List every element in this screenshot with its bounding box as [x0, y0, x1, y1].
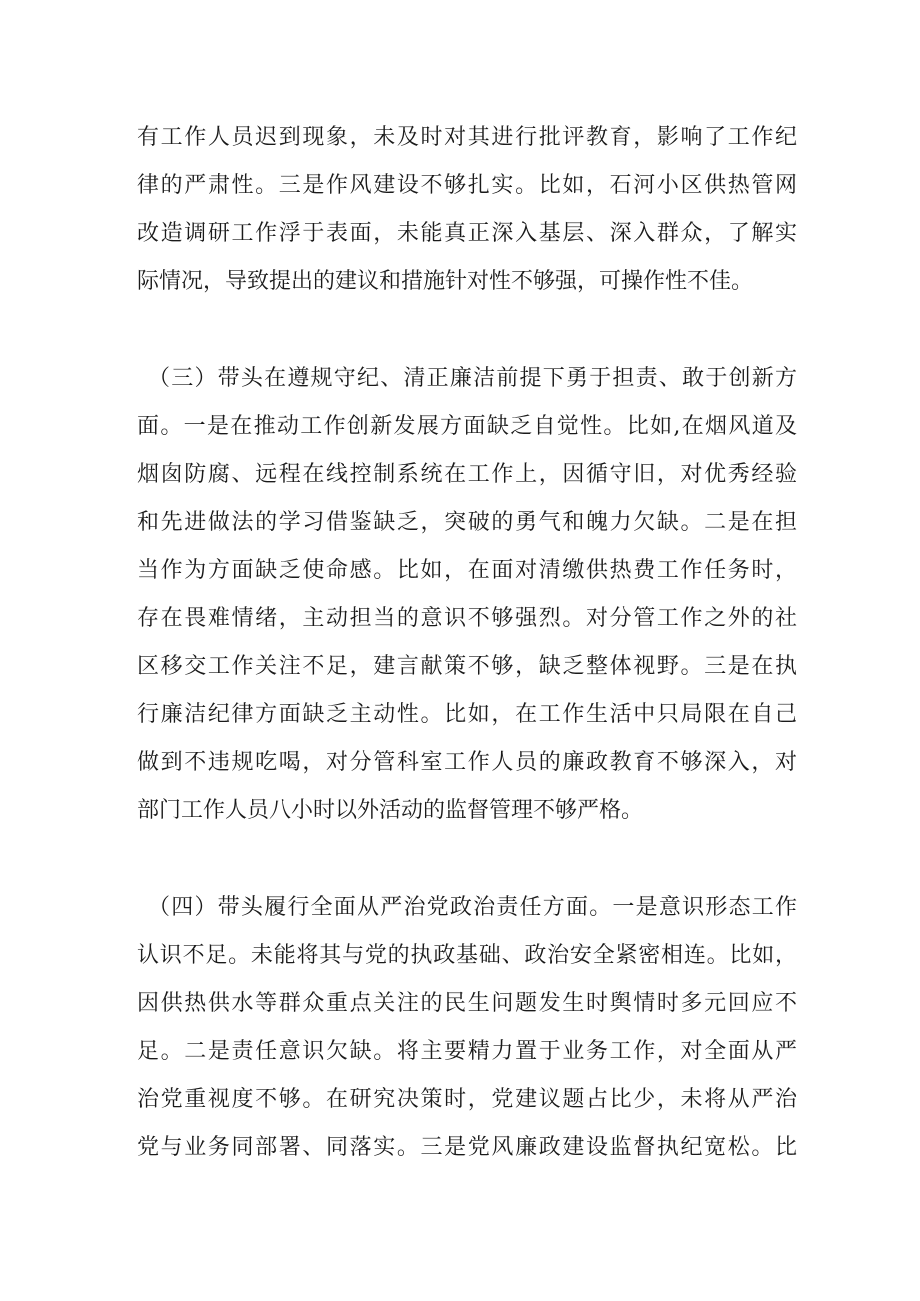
- text-line: 改造调研工作浮于表面，未能真正深入基层、深入群众，了解实: [137, 221, 797, 246]
- text-line: 认识不足。未能将其与党的执政基础、政治安全紧密相连。比如，: [137, 943, 797, 968]
- text-line: 部门工作人员八小时以外活动的监督管理不够严格。: [137, 798, 644, 823]
- text-line: （三）带头在遵规守纪、清正廉洁前提下勇于担责、敢于创新方: [148, 366, 797, 391]
- text-line: 际情况，导致提出的建议和措施针对性不够强，可操作性不佳。: [137, 269, 754, 294]
- text-line: 做到不违规吃喝，对分管科室工作人员的廉政教育不够深入，对: [137, 750, 797, 775]
- text-line: 面。一是在推动工作创新发展方面缺乏自觉性。比如,在烟风道及: [137, 414, 797, 439]
- text-line: 治党重视度不够。在研究决策时，党建议题占比少，未将从严治: [137, 1087, 797, 1112]
- text-line: 有工作人员迟到现象，未及时对其进行批评教育，影响了工作纪: [137, 125, 797, 150]
- text-line: （四）带头履行全面从严治党政治责任方面。一是意识形态工作: [148, 895, 797, 920]
- text-line: 足。二是责任意识欠缺。将主要精力置于业务工作，对全面从严: [137, 1039, 797, 1064]
- text-line: 行廉洁纪律方面缺乏主动性。比如，在工作生活中只局限在自己: [137, 702, 797, 727]
- text-line: 因供热供水等群众重点关注的民生问题发生时舆情时多元回应不: [137, 991, 797, 1016]
- text-line: 党与业务同部署、同落实。三是党风廉政建设监督执纪宽松。比: [137, 1135, 797, 1160]
- text-line: 区移交工作关注不足，建言献策不够，缺乏整体视野。三是在执: [137, 654, 797, 679]
- text-line: 律的严肃性。三是作风建设不够扎实。比如，石河小区供热管网: [137, 173, 797, 198]
- text-line: 存在畏难情绪，主动担当的意识不够强烈。对分管工作之外的社: [137, 606, 797, 631]
- text-line: 当作为方面缺乏使命感。比如，在面对清缴供热费工作任务时，: [137, 558, 797, 583]
- text-line: 和先进做法的学习借鉴缺乏，突破的勇气和魄力欠缺。二是在担: [137, 510, 797, 535]
- text-line: 烟囱防腐、远程在线控制系统在工作上，因循守旧，对优秀经验: [137, 462, 797, 487]
